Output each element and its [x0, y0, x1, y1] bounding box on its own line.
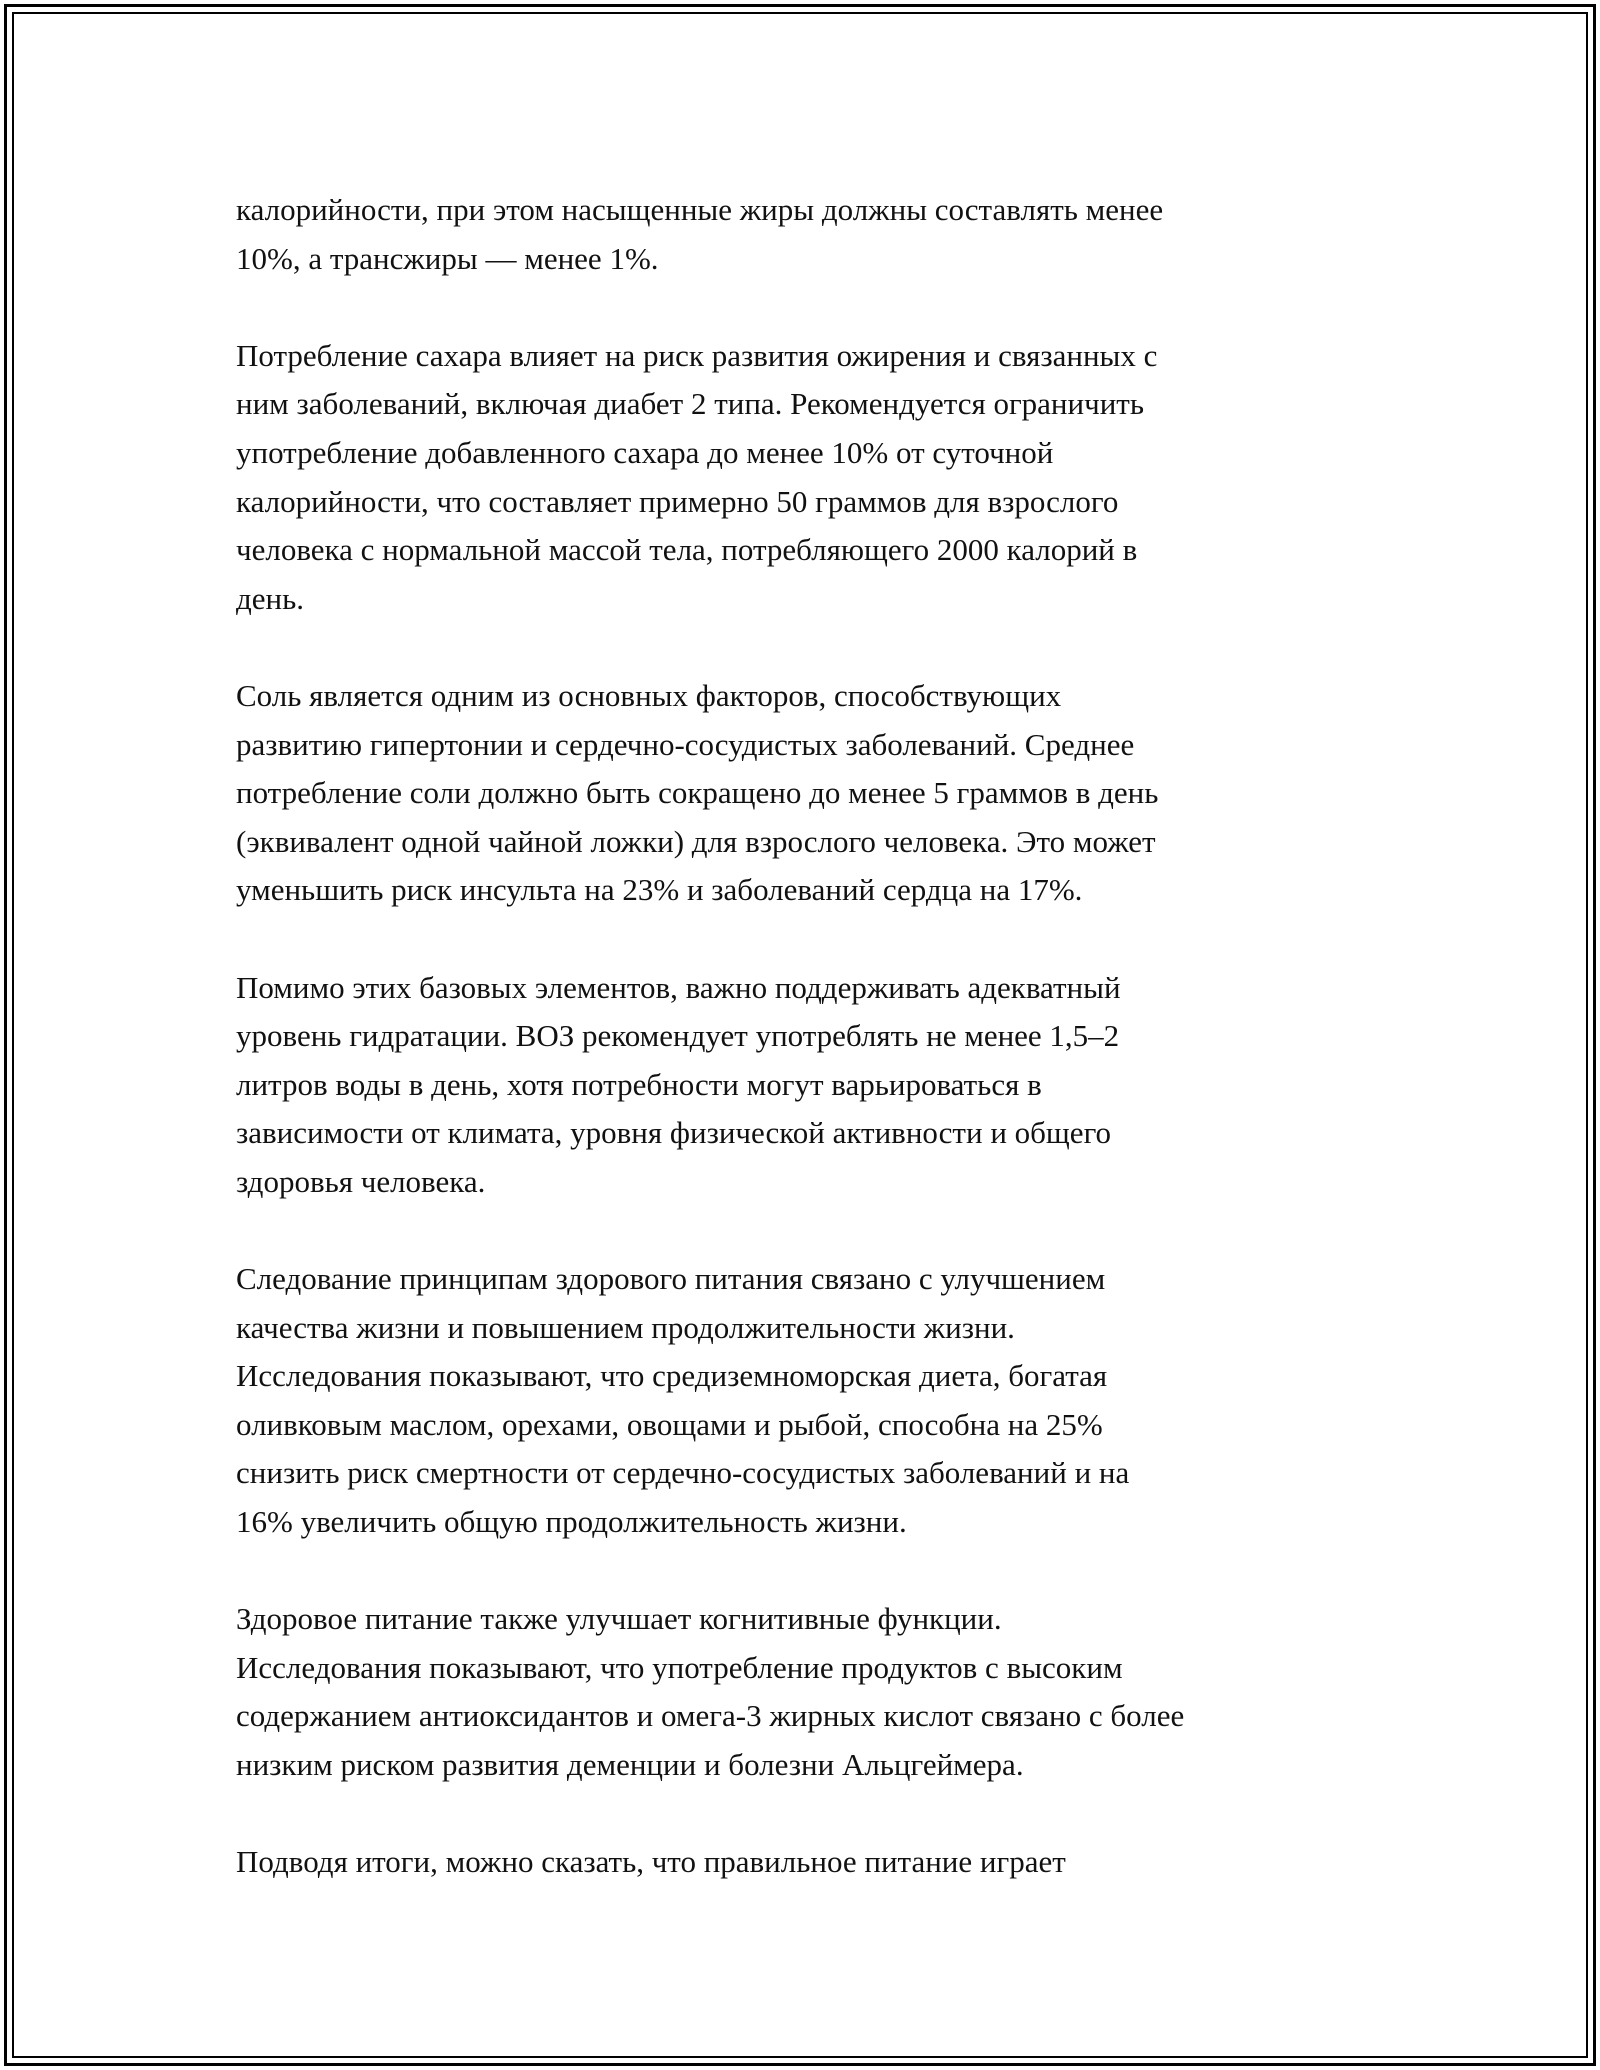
document-body	[236, 186, 1366, 1887]
paragraph-conclusion: Подводя итоги, можно сказать, что правильное питание играет	[236, 1844, 1066, 1880]
paragraph-cognitive-function: Здоровое питание также улучшает когнитивные функции. Исследования показывают, что употребление продуктов с высоким содержанием антиоксидантов и омега-3 жирных кислот связано с более низким риском развития деменции и болезни Альцгеймера.	[236, 1601, 1185, 1782]
paragraph-fat-limits: калорийности, при этом насыщенные жиры должны составлять менее 10%, а трансжиры — менее 1%.	[236, 192, 1164, 276]
paragraph-sugar: Потребление сахара влияет на риск развития ожирения и связанных с ним заболеваний, включая диабет 2 типа. Рекомендуется ограничить употребление добавленного сахара до менее 10% от суточной калорийности, что составляет примерно 50 граммов для взрослого человека с нормальной массой тела, потребляющего 2000 калорий в день.	[236, 337, 1158, 616]
paragraph-life-expectancy: Следование принципам здорового питания связано с улучшением качества жизни и повышением продолжительности жизни. Исследования показывают, что средиземноморская диета, богатая оливковым маслом, орехами, овощами и рыбой, способна на 25% снизить риск смертности от сердечно-сосудистых заболеваний и на 16% увеличить общую продолжительность жизни.	[236, 1261, 1130, 1540]
paragraph-salt: Соль является одним из основных факторов, способствующих развитию гипертонии и сердечно-сосудистых заболеваний. Среднее потребление соли должно быть сокращено до менее 5 граммов в день (эквивалент одной чайной ложки) для взрослого человека. Это может уменьшить риск инсульта на 23% и заболеваний сердца на 17%.	[236, 677, 1159, 908]
paragraph-hydration: Помимо этих базовых элементов, важно поддерживать адекватный уровень гидратации. ВОЗ рекомендует употреблять не менее 1,5–2 литров воды в день, хотя потребности могут варьироваться в зависимости от климата, уровня физической активности и общего здоровья человека.	[236, 969, 1121, 1199]
